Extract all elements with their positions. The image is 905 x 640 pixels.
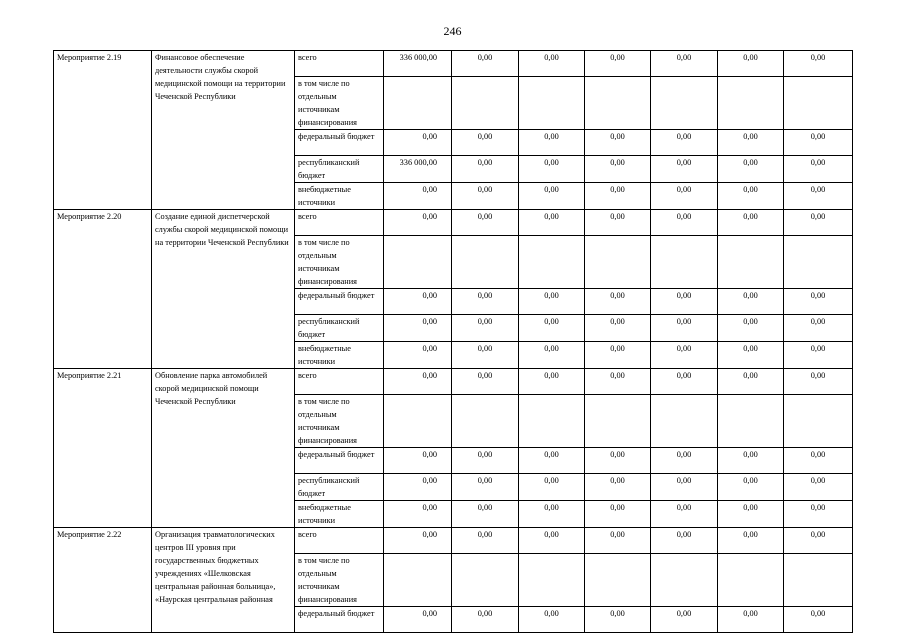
amount-cell bbox=[585, 554, 651, 607]
measure-id-cell: Мероприятие 2.20 bbox=[54, 210, 152, 369]
measure-name-cell: Создание единой диспетчерской службы скорой медицинской помощи на территории Чеченской Республики bbox=[152, 210, 295, 369]
funding-source-cell: в том числе по отдельным источникам финансирования bbox=[295, 395, 384, 448]
amount-cell: 0,00 bbox=[784, 369, 853, 395]
amount-cell bbox=[384, 554, 452, 607]
amount-cell bbox=[718, 77, 784, 130]
amount-cell: 0,00 bbox=[384, 448, 452, 474]
amount-cell: 0,00 bbox=[718, 448, 784, 474]
amount-cell: 0,00 bbox=[452, 130, 519, 156]
amount-cell: 0,00 bbox=[784, 342, 853, 369]
amount-cell bbox=[651, 77, 718, 130]
funding-source-cell: республиканский бюджет bbox=[295, 156, 384, 183]
amount-cell: 0,00 bbox=[585, 156, 651, 183]
amount-cell: 0,00 bbox=[718, 369, 784, 395]
amount-cell bbox=[452, 554, 519, 607]
amount-cell: 0,00 bbox=[519, 156, 585, 183]
amount-cell: 0,00 bbox=[784, 51, 853, 77]
amount-cell: 0,00 bbox=[452, 448, 519, 474]
amount-cell: 0,00 bbox=[585, 51, 651, 77]
amount-cell: 0,00 bbox=[784, 528, 853, 554]
amount-cell: 0,00 bbox=[585, 607, 651, 633]
amount-cell: 0,00 bbox=[718, 607, 784, 633]
funding-source-cell: внебюджетные источники bbox=[295, 501, 384, 528]
table-row bbox=[54, 369, 853, 395]
funding-source-cell: федеральный бюджет bbox=[295, 130, 384, 156]
amount-cell: 0,00 bbox=[384, 528, 452, 554]
amount-cell: 0,00 bbox=[784, 210, 853, 236]
amount-cell: 0,00 bbox=[452, 501, 519, 528]
amount-cell: 0,00 bbox=[519, 183, 585, 210]
amount-cell bbox=[519, 236, 585, 289]
table-row bbox=[54, 51, 853, 77]
amount-cell: 0,00 bbox=[651, 315, 718, 342]
amount-cell: 0,00 bbox=[384, 183, 452, 210]
amount-cell: 0,00 bbox=[784, 448, 853, 474]
amount-cell: 0,00 bbox=[384, 607, 452, 633]
amount-cell: 0,00 bbox=[784, 183, 853, 210]
amount-cell: 0,00 bbox=[585, 448, 651, 474]
funding-source-cell: всего bbox=[295, 210, 384, 236]
funding-source-cell: внебюджетные источники bbox=[295, 342, 384, 369]
amount-cell: 0,00 bbox=[519, 607, 585, 633]
funding-source-cell: республиканский бюджет bbox=[295, 474, 384, 501]
amount-cell bbox=[718, 395, 784, 448]
amount-cell: 0,00 bbox=[651, 607, 718, 633]
amount-cell: 0,00 bbox=[519, 528, 585, 554]
amount-cell: 0,00 bbox=[651, 156, 718, 183]
amount-cell: 0,00 bbox=[718, 528, 784, 554]
amount-cell: 0,00 bbox=[651, 448, 718, 474]
amount-cell: 0,00 bbox=[784, 501, 853, 528]
amount-cell: 0,00 bbox=[384, 342, 452, 369]
amount-cell: 0,00 bbox=[718, 289, 784, 315]
amount-cell bbox=[519, 77, 585, 130]
amount-cell: 0,00 bbox=[452, 342, 519, 369]
amount-cell: 0,00 bbox=[651, 528, 718, 554]
amount-cell: 0,00 bbox=[519, 210, 585, 236]
amount-cell: 0,00 bbox=[384, 289, 452, 315]
amount-cell: 0,00 bbox=[585, 183, 651, 210]
amount-cell: 0,00 bbox=[452, 51, 519, 77]
amount-cell bbox=[718, 554, 784, 607]
amount-cell: 0,00 bbox=[651, 369, 718, 395]
amount-cell bbox=[384, 236, 452, 289]
financing-table bbox=[53, 50, 853, 633]
funding-source-cell: федеральный бюджет bbox=[295, 607, 384, 633]
amount-cell: 0,00 bbox=[784, 607, 853, 633]
amount-cell: 336 000,00 bbox=[384, 51, 452, 77]
measure-name-cell: Организация травматологических центров III уровня при государственных бюджетных учреждениях «Шелковская центральная районная больница», «Наурская центральная районная bbox=[152, 528, 295, 633]
amount-cell: 0,00 bbox=[784, 474, 853, 501]
amount-cell: 0,00 bbox=[784, 156, 853, 183]
table-row bbox=[54, 210, 853, 236]
funding-source-cell: в том числе по отдельным источникам финансирования bbox=[295, 236, 384, 289]
amount-cell bbox=[519, 554, 585, 607]
amount-cell: 0,00 bbox=[718, 342, 784, 369]
funding-source-cell: федеральный бюджет bbox=[295, 289, 384, 315]
amount-cell: 0,00 bbox=[519, 315, 585, 342]
amount-cell: 0,00 bbox=[519, 369, 585, 395]
amount-cell: 0,00 bbox=[718, 501, 784, 528]
amount-cell: 0,00 bbox=[585, 130, 651, 156]
funding-source-cell: в том числе по отдельным источникам финансирования bbox=[295, 77, 384, 130]
amount-cell: 0,00 bbox=[651, 210, 718, 236]
amount-cell: 0,00 bbox=[651, 183, 718, 210]
amount-cell: 0,00 bbox=[651, 474, 718, 501]
amount-cell: 0,00 bbox=[452, 474, 519, 501]
amount-cell: 0,00 bbox=[452, 210, 519, 236]
funding-source-cell: всего bbox=[295, 369, 384, 395]
amount-cell: 0,00 bbox=[585, 369, 651, 395]
amount-cell: 0,00 bbox=[784, 289, 853, 315]
amount-cell: 0,00 bbox=[384, 210, 452, 236]
amount-cell: 0,00 bbox=[452, 315, 519, 342]
amount-cell: 0,00 bbox=[452, 369, 519, 395]
amount-cell: 0,00 bbox=[585, 342, 651, 369]
amount-cell: 0,00 bbox=[651, 130, 718, 156]
amount-cell bbox=[651, 554, 718, 607]
amount-cell: 0,00 bbox=[585, 210, 651, 236]
amount-cell bbox=[718, 236, 784, 289]
amount-cell bbox=[651, 395, 718, 448]
measure-id-cell: Мероприятие 2.21 bbox=[54, 369, 152, 528]
amount-cell bbox=[585, 77, 651, 130]
amount-cell: 0,00 bbox=[519, 130, 585, 156]
amount-cell: 0,00 bbox=[384, 474, 452, 501]
measure-name-cell: Обновление парка автомобилей скорой медицинской помощи Чеченской Республики bbox=[152, 369, 295, 528]
amount-cell: 0,00 bbox=[519, 289, 585, 315]
amount-cell: 0,00 bbox=[585, 528, 651, 554]
amount-cell: 0,00 bbox=[384, 130, 452, 156]
amount-cell bbox=[384, 77, 452, 130]
amount-cell bbox=[651, 236, 718, 289]
amount-cell: 0,00 bbox=[718, 315, 784, 342]
amount-cell: 0,00 bbox=[585, 315, 651, 342]
amount-cell: 0,00 bbox=[718, 183, 784, 210]
amount-cell: 0,00 bbox=[585, 474, 651, 501]
amount-cell: 0,00 bbox=[651, 342, 718, 369]
funding-source-cell: в том числе по отдельным источникам финансирования bbox=[295, 554, 384, 607]
amount-cell: 0,00 bbox=[718, 51, 784, 77]
amount-cell bbox=[784, 554, 853, 607]
amount-cell: 0,00 bbox=[519, 474, 585, 501]
page-number: 246 bbox=[443, 24, 462, 38]
amount-cell: 0,00 bbox=[384, 501, 452, 528]
amount-cell: 336 000,00 bbox=[384, 156, 452, 183]
amount-cell bbox=[784, 77, 853, 130]
amount-cell bbox=[784, 236, 853, 289]
funding-source-cell: всего bbox=[295, 528, 384, 554]
amount-cell: 0,00 bbox=[452, 528, 519, 554]
amount-cell: 0,00 bbox=[718, 156, 784, 183]
amount-cell: 0,00 bbox=[452, 156, 519, 183]
amount-cell bbox=[452, 77, 519, 130]
amount-cell bbox=[452, 395, 519, 448]
measure-id-cell: Мероприятие 2.22 bbox=[54, 528, 152, 633]
amount-cell bbox=[519, 395, 585, 448]
funding-source-cell: всего bbox=[295, 51, 384, 77]
amount-cell: 0,00 bbox=[519, 51, 585, 77]
amount-cell bbox=[784, 395, 853, 448]
table-row bbox=[54, 528, 853, 554]
amount-cell: 0,00 bbox=[452, 183, 519, 210]
amount-cell: 0,00 bbox=[651, 289, 718, 315]
amount-cell: 0,00 bbox=[452, 607, 519, 633]
amount-cell: 0,00 bbox=[585, 501, 651, 528]
amount-cell: 0,00 bbox=[452, 289, 519, 315]
measure-id-cell: Мероприятие 2.19 bbox=[54, 51, 152, 210]
measure-name-cell: Финансовое обеспечение деятельности службы скорой медицинской помощи на территории Чеченской Республики bbox=[152, 51, 295, 210]
amount-cell: 0,00 bbox=[651, 51, 718, 77]
amount-cell: 0,00 bbox=[384, 315, 452, 342]
funding-source-cell: федеральный бюджет bbox=[295, 448, 384, 474]
amount-cell: 0,00 bbox=[651, 501, 718, 528]
amount-cell bbox=[452, 236, 519, 289]
amount-cell: 0,00 bbox=[519, 448, 585, 474]
amount-cell: 0,00 bbox=[784, 130, 853, 156]
amount-cell: 0,00 bbox=[718, 130, 784, 156]
amount-cell bbox=[585, 395, 651, 448]
amount-cell: 0,00 bbox=[784, 315, 853, 342]
amount-cell: 0,00 bbox=[519, 501, 585, 528]
amount-cell bbox=[384, 395, 452, 448]
amount-cell: 0,00 bbox=[718, 210, 784, 236]
amount-cell bbox=[585, 236, 651, 289]
amount-cell: 0,00 bbox=[718, 474, 784, 501]
funding-source-cell: республиканский бюджет bbox=[295, 315, 384, 342]
amount-cell: 0,00 bbox=[384, 369, 452, 395]
amount-cell: 0,00 bbox=[519, 342, 585, 369]
funding-source-cell: внебюджетные источники bbox=[295, 183, 384, 210]
amount-cell: 0,00 bbox=[585, 289, 651, 315]
